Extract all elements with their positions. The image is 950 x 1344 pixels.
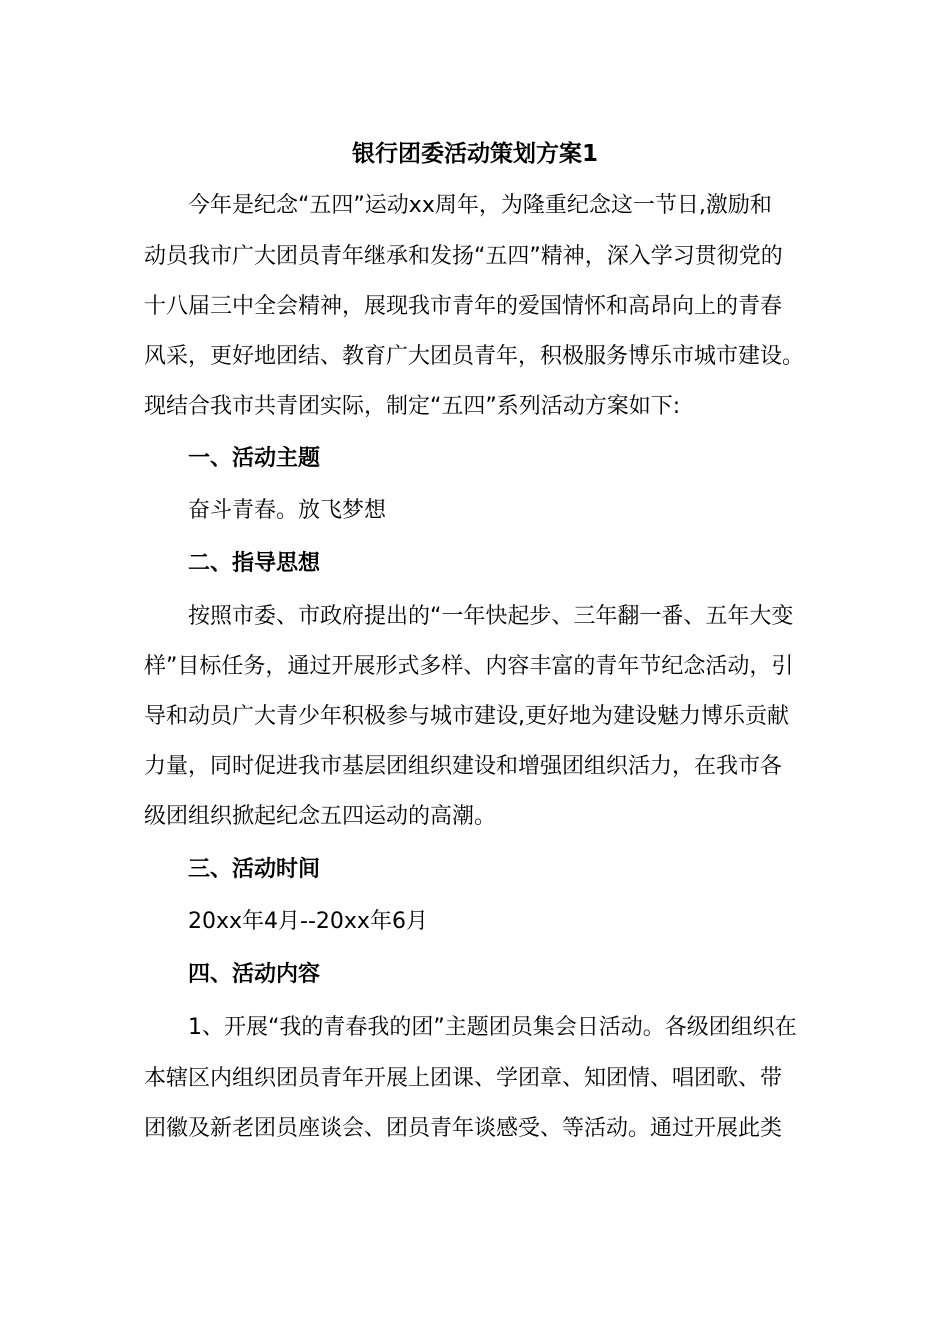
section-heading-content: 四、活动内容 (188, 962, 321, 987)
guiding-line-4: 力量，同时促进我市基层团组织建设和增强团组织活力，在我市各 (144, 754, 783, 779)
time-text: 20xx年4月--20xx年6月 (188, 909, 428, 934)
section-heading-guiding-thought: 二、指导思想 (188, 551, 321, 576)
guiding-line-3: 导和动员广大青少年积极参与城市建设,更好地为建设魅力博乐贡献 (144, 704, 789, 729)
intro-line-4: 风采，更好地团结、教育广大团员青年，积极服务博乐市城市建设。 (144, 344, 805, 369)
section-heading-theme: 一、活动主题 (188, 446, 321, 471)
intro-line-5: 现结合我市共青团实际，制定“五四”系列活动方案如下: (144, 394, 681, 419)
guiding-line-2: 样”目标任务，通过开展形式多样、内容丰富的青年节纪念活动，引 (144, 654, 794, 679)
document-title: 银行团委活动策划方案1 (351, 141, 598, 167)
guiding-line-5: 级团组织掀起纪念五四运动的高潮。 (144, 804, 497, 829)
content-line-1: 1、开展“我的青春我的团”主题团员集会日活动。各级团组织在 (188, 1015, 797, 1040)
theme-text: 奋斗青春。放飞梦想 (188, 498, 387, 523)
section-heading-time: 三、活动时间 (188, 857, 321, 882)
content-line-2: 本辖区内组织团员青年开展上团课、学团章、知团情、唱团歌、带 (144, 1066, 783, 1091)
intro-line-3: 十八届三中全会精神，展现我市青年的爱国情怀和高昂向上的青春 (144, 294, 783, 319)
intro-line-2: 动员我市广大团员青年继承和发扬“五四”精神，深入学习贯彻党的 (144, 244, 783, 269)
content-line-3: 团徽及新老团员座谈会、团员青年谈感受、等活动。通过开展此类 (144, 1116, 783, 1141)
intro-line-1: 今年是纪念“五四”运动xx周年，为隆重纪念这一节日,激励和 (188, 193, 772, 218)
guiding-line-1: 按照市委、市政府提出的“一年快起步、三年翻一番、五年大变 (188, 604, 794, 629)
